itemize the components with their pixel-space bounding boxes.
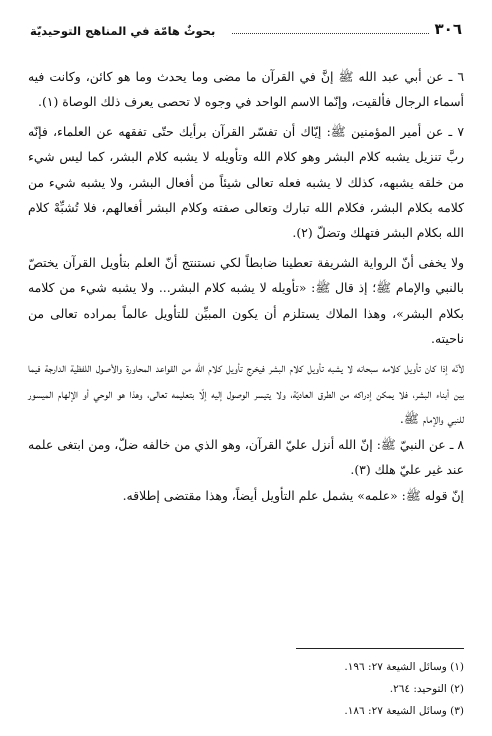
paragraph-commentary-3: إنّ قوله ﷺ: «علمه» يشمل علم التأويل أيضاً، وهذا مقتضى إطلاقه. <box>122 487 464 503</box>
running-title: بحوثٌ هامّة في المناهج التوحيديّة <box>30 24 216 38</box>
header-leader-dots <box>232 32 428 34</box>
paragraph-hadith-6: ٦ ـ عن أبي عبد الله ﷺ إنَّ في القرآن ما مضى وما يحدث وما هو كائن، وكانت فيه أسماء الرجال فألقيت، وإنّما الاسم الواحد في وجوه لا تحصى يعرف ذلك الوصاة (١). <box>28 69 464 110</box>
running-header <box>30 16 462 38</box>
footnote-1: (١) وسائل الشيعة ٢٧: ١٩٦. <box>344 661 464 673</box>
paragraph-hadith-8: ٨ ـ عن النبيّ ﷺ: إنّ الله أنزل عليّ القرآن، وهو الذي من خالفه ضلّ، ومن ابتغى علمه عند غير عليّ هلك (٣). <box>28 436 464 478</box>
paragraph-hadith-7: ٧ ـ عن أمير المؤمنين ﷺ: إيّاك أن تفسّر القرآن برأيك حتّى تفقهه عن العلماء، فإنّه ربَّ تنزيل يشبه كلام البشر وهو كلام الله وتأويله لا يشبه كلام البشر، كما ليس شيء من خلقه يشبهه، كذلك لا يشبه فعله تعالى شيئاً من أفعال البشر، ولا يشبه شيء من كلامه بكلام البشر، فكلام الله تبارك وتعالى صفته وكلام البشر أفعالهم، فلا تُشبِّهْ كلام الله بكلام البشر فتهلك وتضلّ (٢). <box>28 123 464 241</box>
paragraph-commentary-1: ولا يخفى أنّ الرواية الشريفة تعطينا ضابطاً لكي نستنتج أنّ العلم بتأويل القرآن يختصّ بالنبي والإمام ﷺ؛ إذ قال ﷺ: «تأويله لا يشبه كلام البشر... ولا يشبه شيء من كلامه بكلام البشر»، وهذا الملاك يستلزم أن يكون المبيِّن للتأويل عالماً بمراده تعالى من ناحيته. <box>28 254 464 347</box>
footnote-3: (٣) وسائل الشيعة ٢٧: ١٨٦. <box>344 705 464 717</box>
main-text <box>28 64 464 508</box>
footnotes <box>28 656 464 722</box>
footnote-2: (٢) التوحيد: ٢٦٤. <box>389 683 464 695</box>
footnote-divider <box>296 648 464 649</box>
page-number: ٣٠٦ <box>434 20 462 38</box>
paragraph-commentary-2: لأنّه إذا كان تأويل كلامه سبحانه لا يشبه تأويل كلام البشر فيخرج تأويل كلام الله من القواعد المحاورة والأصول اللفظية الدارجة فيما بين أبناء البشر، فلا يمكن إدراكه من الطرق العاديّة، ولا يتيسر الوصول إليه إلّا بتعليمه تعالى، وهذا هو الوحي أو الإلهام الميسور للنبي والإمام ﷺ. <box>28 360 464 427</box>
